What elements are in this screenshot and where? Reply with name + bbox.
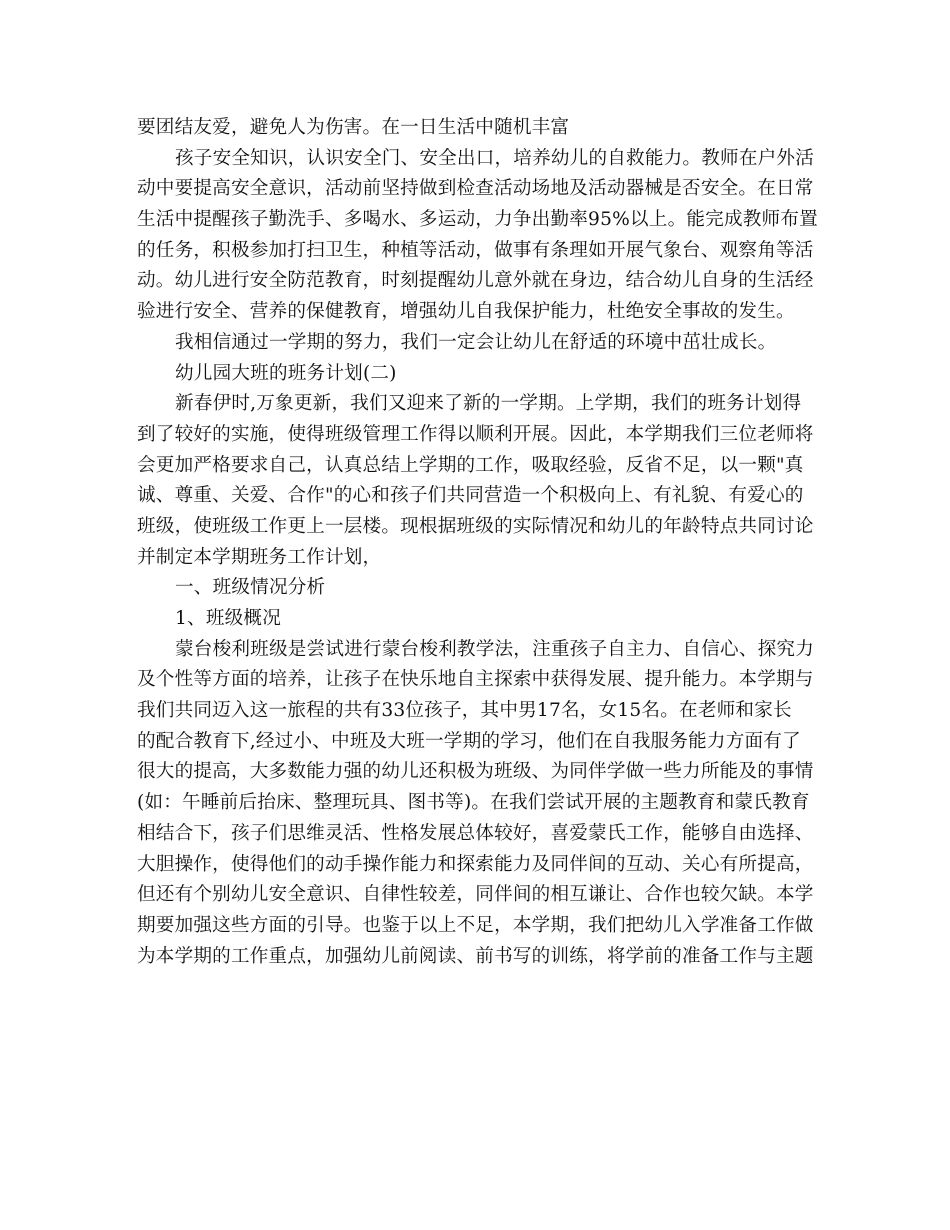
text-line: 孩子安全知识，认识安全门、安全出口，培养幼儿的自救能力。教师在户外活	[175, 147, 814, 169]
text-line: 大胆操作，使得他们的动手操作能力和探索能力及同伴间的互动、关心有所提高，	[137, 853, 814, 875]
text-line: 的配合教育下,经过小、中班及大班一学期的学习，他们在自我服务能力方面有了	[137, 730, 801, 752]
text-line: 班级，使班级工作更上一层楼。现根据班级的实际情况和幼儿的年龄特点共同讨论	[137, 515, 814, 537]
document-body	[137, 113, 819, 972]
section-heading: 一、班级情况分析	[175, 577, 326, 599]
section-title: 幼儿园大班的班务计划(二)	[175, 362, 397, 384]
text-line: 为本学期的工作重点，加强幼儿前阅读、前书写的训练，将学前的准备工作与主题	[137, 945, 814, 967]
text-line: 很大的提高，大多数能力强的幼儿还积极为班级、为同伴学做一些力所能及的事情	[137, 761, 814, 783]
subsection-heading: 1、班级概况	[175, 608, 281, 629]
text-line: 期要加强这些方面的引导。也鉴于以上不足，本学期，我们把幼儿入学准备工作做	[137, 914, 814, 936]
text-line: 相结合下，孩子们思维灵活、性格发展总体较好，喜爱蒙氏工作，能够自由选择、	[137, 822, 814, 844]
text-line: 我们共同迈入这一旅程的共有33位孩子，其中男17名，女15名。在老师和家长	[137, 700, 792, 722]
text-line: 生活中提醒孩子勤洗手、多喝水、多运动，力争出勤率95%以上。能完成教师布置	[137, 209, 818, 231]
text-line: 验进行安全、营养的保健教育，增强幼儿自我保护能力，杜绝安全事故的发生。	[137, 301, 795, 323]
text-line: 到了较好的实施，使得班级管理工作得以顺利开展。因此，本学期我们三位老师将	[137, 423, 814, 445]
text-line: (如：午睡前后抬床、整理玩具、图书等)。在我们尝试开展的主题教育和蒙氏教育	[137, 792, 810, 814]
text-line: 动中要提高安全意识，活动前坚持做到检查活动场地及活动器械是否安全。在日常	[137, 178, 814, 200]
text-line: 及个性等方面的培养，让孩子在快乐地自主探索中获得发展、提升能力。本学期与	[137, 669, 814, 691]
text-line: 我相信通过一学期的努力，我们一定会让幼儿在舒适的环境中茁壮成长。	[175, 331, 777, 353]
text-line: 会更加严格要求自己，认真总结上学期的工作，吸取经验，反省不足，以一颗"真	[137, 454, 804, 476]
text-line: 新春伊时,万象更新，我们又迎来了新的一学期。上学期，我们的班务计划得	[175, 393, 802, 415]
text-line: 蒙台梭利班级是尝试进行蒙台梭利教学法，注重孩子自主力、自信心、探究力	[175, 638, 814, 660]
text-line: 诚、尊重、关爱、合作"的心和孩子们共同营造一个积极向上、有礼貌、有爱心的	[137, 485, 804, 507]
text-line: 动。幼儿进行安全防范教育，时刻提醒幼儿意外就在身边，结合幼儿自身的生活经	[137, 270, 814, 292]
text-line: 要团结友爱，避免人为伤害。在一日生活中随机丰富	[137, 117, 570, 138]
text-line: 的任务，积极参加打扫卫生，种植等活动，做事有条理如开展气象台、观察角等活	[137, 239, 814, 261]
text-line: 但还有个别幼儿安全意识、自律性较差，同伴间的相互谦让、合作也较欠缺。本学	[137, 884, 814, 906]
text-line: 并制定本学期班务工作计划，	[137, 546, 382, 568]
